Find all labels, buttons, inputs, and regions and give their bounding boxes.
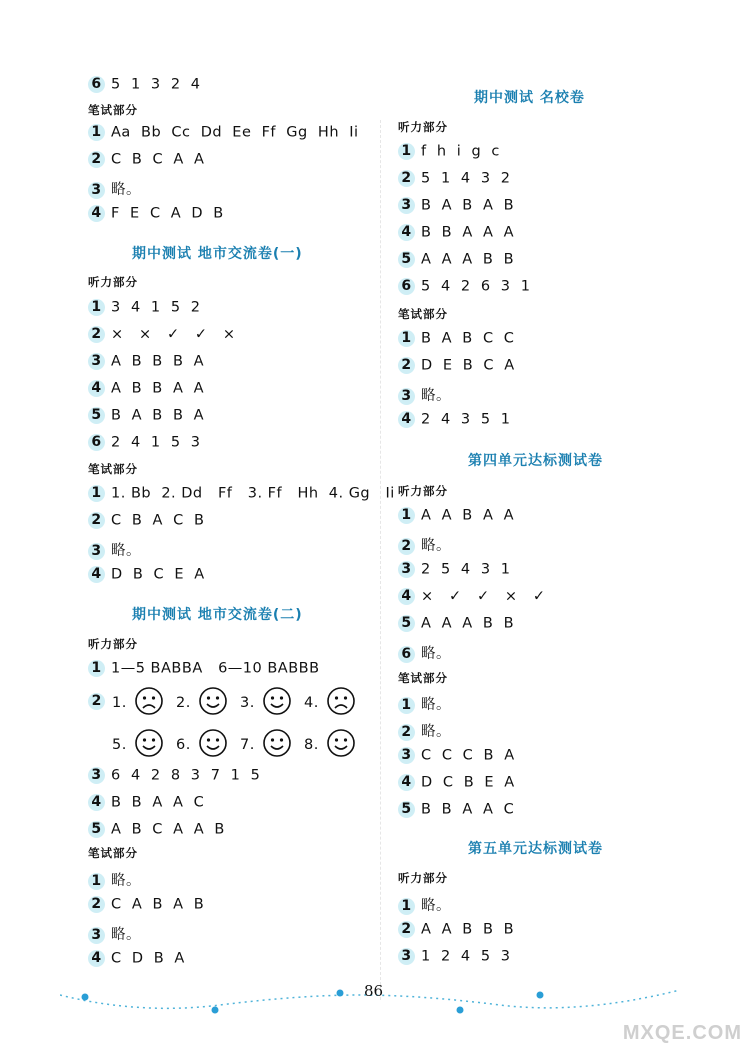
answer-text: A A A B B [421,615,515,632]
answer-text: 1—5 BABBA 6—10 BABBB [111,660,320,677]
question-number-badge: 1 [398,507,415,524]
question-number-badge: 5 [398,251,415,268]
question-number-badge: 1 [88,660,105,677]
answer-text: 略。 [421,898,451,914]
question-number-badge: 3 [398,948,415,965]
section-label: 笔试部分 [88,846,138,860]
answer-line [398,411,511,428]
answer-line [398,251,514,268]
answer-line [398,170,511,187]
question-number-badge: 2 [88,693,105,710]
answer-text: 5 1 4 3 2 [421,170,511,187]
answer-line [88,821,225,838]
answer-text: B B A A C [421,801,515,818]
question-number-badge: 6 [398,278,415,295]
answer-line [398,534,451,555]
answer-line [398,774,515,791]
answer-line [398,948,511,965]
question-number-badge: 3 [398,388,415,405]
question-number-badge: 1 [88,485,105,502]
question-number-badge: 2 [88,512,105,529]
answer-line [398,693,451,714]
question-number-badge: 4 [88,950,105,967]
watermark-logo: MXQE.COM [622,1022,742,1044]
answer-text: 略。 [421,724,451,740]
answer-text: 2 4 1 5 3 [111,434,201,451]
section-label: 听力部分 [398,120,448,134]
section-label: 笔试部分 [398,307,448,321]
face-number: 6. [176,737,191,753]
answer-line [88,869,141,890]
answer-line [398,330,514,347]
question-number-badge: 4 [88,380,105,397]
happy-face-icon [262,728,292,758]
answer-line [88,950,185,967]
test-heading: 期中测试 地市交流卷(一) [132,246,303,262]
answer-line [398,278,530,295]
happy-face-icon [198,686,228,716]
answer-text: 1. Bb 2. Dd Ff 3. Ff Hh 4. Gg Ii [111,485,395,502]
answer-line [398,384,451,405]
answer-line [88,299,201,316]
answer-line [398,224,514,241]
answer-line [88,380,204,397]
face-number: 4. [304,695,319,711]
question-number-badge: 4 [88,566,105,583]
section-label: 听力部分 [398,871,448,885]
question-number-badge: 3 [398,747,415,764]
answer-line [88,353,204,370]
face-number: 7. [240,737,255,753]
face-number: 2. [176,695,191,711]
answer-line [398,588,546,605]
question-number-badge: 3 [398,561,415,578]
answer-text: 略。 [421,538,451,554]
answer-text: × × ✓ ✓ × [111,326,236,343]
answer-text: A B B B A [111,353,205,370]
answer-text: A A B B B [421,921,515,938]
answer-text: 1 2 4 5 3 [421,948,511,965]
answer-line [88,539,141,560]
question-number-badge: 1 [398,697,415,714]
question-number-badge: 2 [398,170,415,187]
question-number-badge: 1 [88,124,105,141]
happy-face-icon [134,728,164,758]
answer-line [88,794,204,811]
answer-text: D C B E A [421,774,515,791]
answer-line [88,151,204,168]
question-number-badge: 4 [88,205,105,222]
answer-line [88,434,201,451]
question-number-badge: 5 [88,407,105,424]
question-number-badge: 6 [88,76,105,93]
question-number-badge: 3 [88,353,105,370]
question-number-badge: 1 [398,330,415,347]
answer-line [88,767,260,784]
answer-text: C A B A B [111,896,205,913]
answer-line [88,407,204,424]
answer-text: A A B A A [421,507,514,524]
section-label: 笔试部分 [88,103,138,117]
answer-line [88,896,204,913]
answer-line [398,357,515,374]
question-number-badge: 3 [88,182,105,199]
question-number-badge: 6 [88,434,105,451]
section-label: 笔试部分 [88,462,138,476]
question-number-badge: 2 [88,151,105,168]
answer-line [398,720,451,741]
answer-text: 6 4 2 8 3 7 1 5 [111,767,261,784]
answer-text: 5 1 3 2 4 [111,76,201,93]
question-number-badge: 1 [88,299,105,316]
answer-text: D E B C A [421,357,515,374]
answer-text: 略。 [421,646,451,662]
question-number-badge: 4 [398,774,415,791]
test-heading: 期中测试 地市交流卷(二) [132,607,303,623]
question-number-badge: 2 [88,326,105,343]
answer-text: 2 4 3 5 1 [421,411,511,428]
answer-text: × ✓ ✓ × ✓ [421,588,546,605]
answer-line [398,747,515,764]
question-number-badge: 5 [88,821,105,838]
answer-text: C C C B A [421,747,515,764]
answer-text: A A A B B [421,251,515,268]
question-number-badge: 3 [88,767,105,784]
page-number: 86 [364,982,384,1000]
answer-line [398,894,451,915]
answer-line [398,143,500,160]
answer-text: 略。 [421,388,451,404]
answer-line [88,124,359,141]
question-number-badge: 1 [398,143,415,160]
question-number-badge: 1 [398,898,415,915]
question-number-badge: 6 [398,646,415,663]
question-number-badge: 2 [398,724,415,741]
answer-line [398,642,451,663]
section-label: 听力部分 [88,275,138,289]
question-number-badge: 4 [88,794,105,811]
answer-text: F E C A D B [111,205,224,222]
question-number-badge: 2 [398,921,415,938]
answer-text: 略。 [421,697,451,713]
question-number-badge: 3 [88,543,105,560]
section-label: 听力部分 [88,637,138,651]
happy-face-icon [262,686,292,716]
section-label: 笔试部分 [398,671,448,685]
answer-text: A B B A A [111,380,205,397]
test-heading: 第五单元达标测试卷 [468,841,603,857]
question-number-badge: 2 [398,357,415,374]
column-divider [380,120,381,1000]
answer-text: C B A C B [111,512,205,529]
answer-text: B B A A A [421,224,515,241]
question-number-badge: 5 [398,801,415,818]
answer-line [88,485,395,502]
answer-text: B B A A C [111,794,205,811]
answer-line [88,205,224,222]
answer-line [88,326,236,343]
answer-line [398,507,514,524]
happy-face-icon [326,728,356,758]
happy-face-icon [198,728,228,758]
section-label: 听力部分 [398,484,448,498]
answer-text: Aa Bb Cc Dd Ee Ff Gg Hh Ii [111,124,359,141]
answer-text: 略。 [111,873,141,889]
answer-text: D B C E A [111,566,205,583]
answer-text: 略。 [111,927,141,943]
answer-text: C D B A [111,950,185,967]
answer-line [88,660,320,677]
answer-text: 略。 [111,543,141,559]
question-number-badge: 2 [88,896,105,913]
question-number-badge: 2 [398,538,415,555]
answer-line [398,921,514,938]
question-number-badge: 1 [88,873,105,890]
answer-text: A B C A A B [111,821,225,838]
answer-line [88,178,141,199]
answer-line [398,561,511,578]
face-number: 1. [112,695,127,711]
question-number-badge: 3 [398,197,415,214]
question-number-badge: 4 [398,224,415,241]
question-number-badge: 4 [398,411,415,428]
question-number-badge: 5 [398,615,415,632]
sad-face-icon [326,686,356,716]
answer-text: B A B C C [421,330,515,347]
answer-text: 5 4 2 6 3 1 [421,278,531,295]
answer-line [398,615,514,632]
answer-text: 3 4 1 5 2 [111,299,201,316]
answer-line [88,76,201,93]
answer-line [88,923,141,944]
answer-text: 2 5 4 3 1 [421,561,511,578]
question-number-badge: 4 [398,588,415,605]
face-number: 5. [112,737,127,753]
answer-line [398,197,514,214]
answer-text: B A B A B [421,197,515,214]
face-number: 3. [240,695,255,711]
answer-line [88,512,204,529]
answer-line [398,801,514,818]
face-number: 8. [304,737,319,753]
question-number-badge: 3 [88,927,105,944]
answer-text: C B C A A [111,151,205,168]
answer-line [88,566,205,583]
answer-text: 略。 [111,182,141,198]
sad-face-icon [134,686,164,716]
test-heading: 第四单元达标测试卷 [468,453,603,469]
answer-text: f h i g c [421,143,500,160]
answer-text: B A B B A [111,407,205,424]
test-heading: 期中测试 名校卷 [474,90,585,106]
